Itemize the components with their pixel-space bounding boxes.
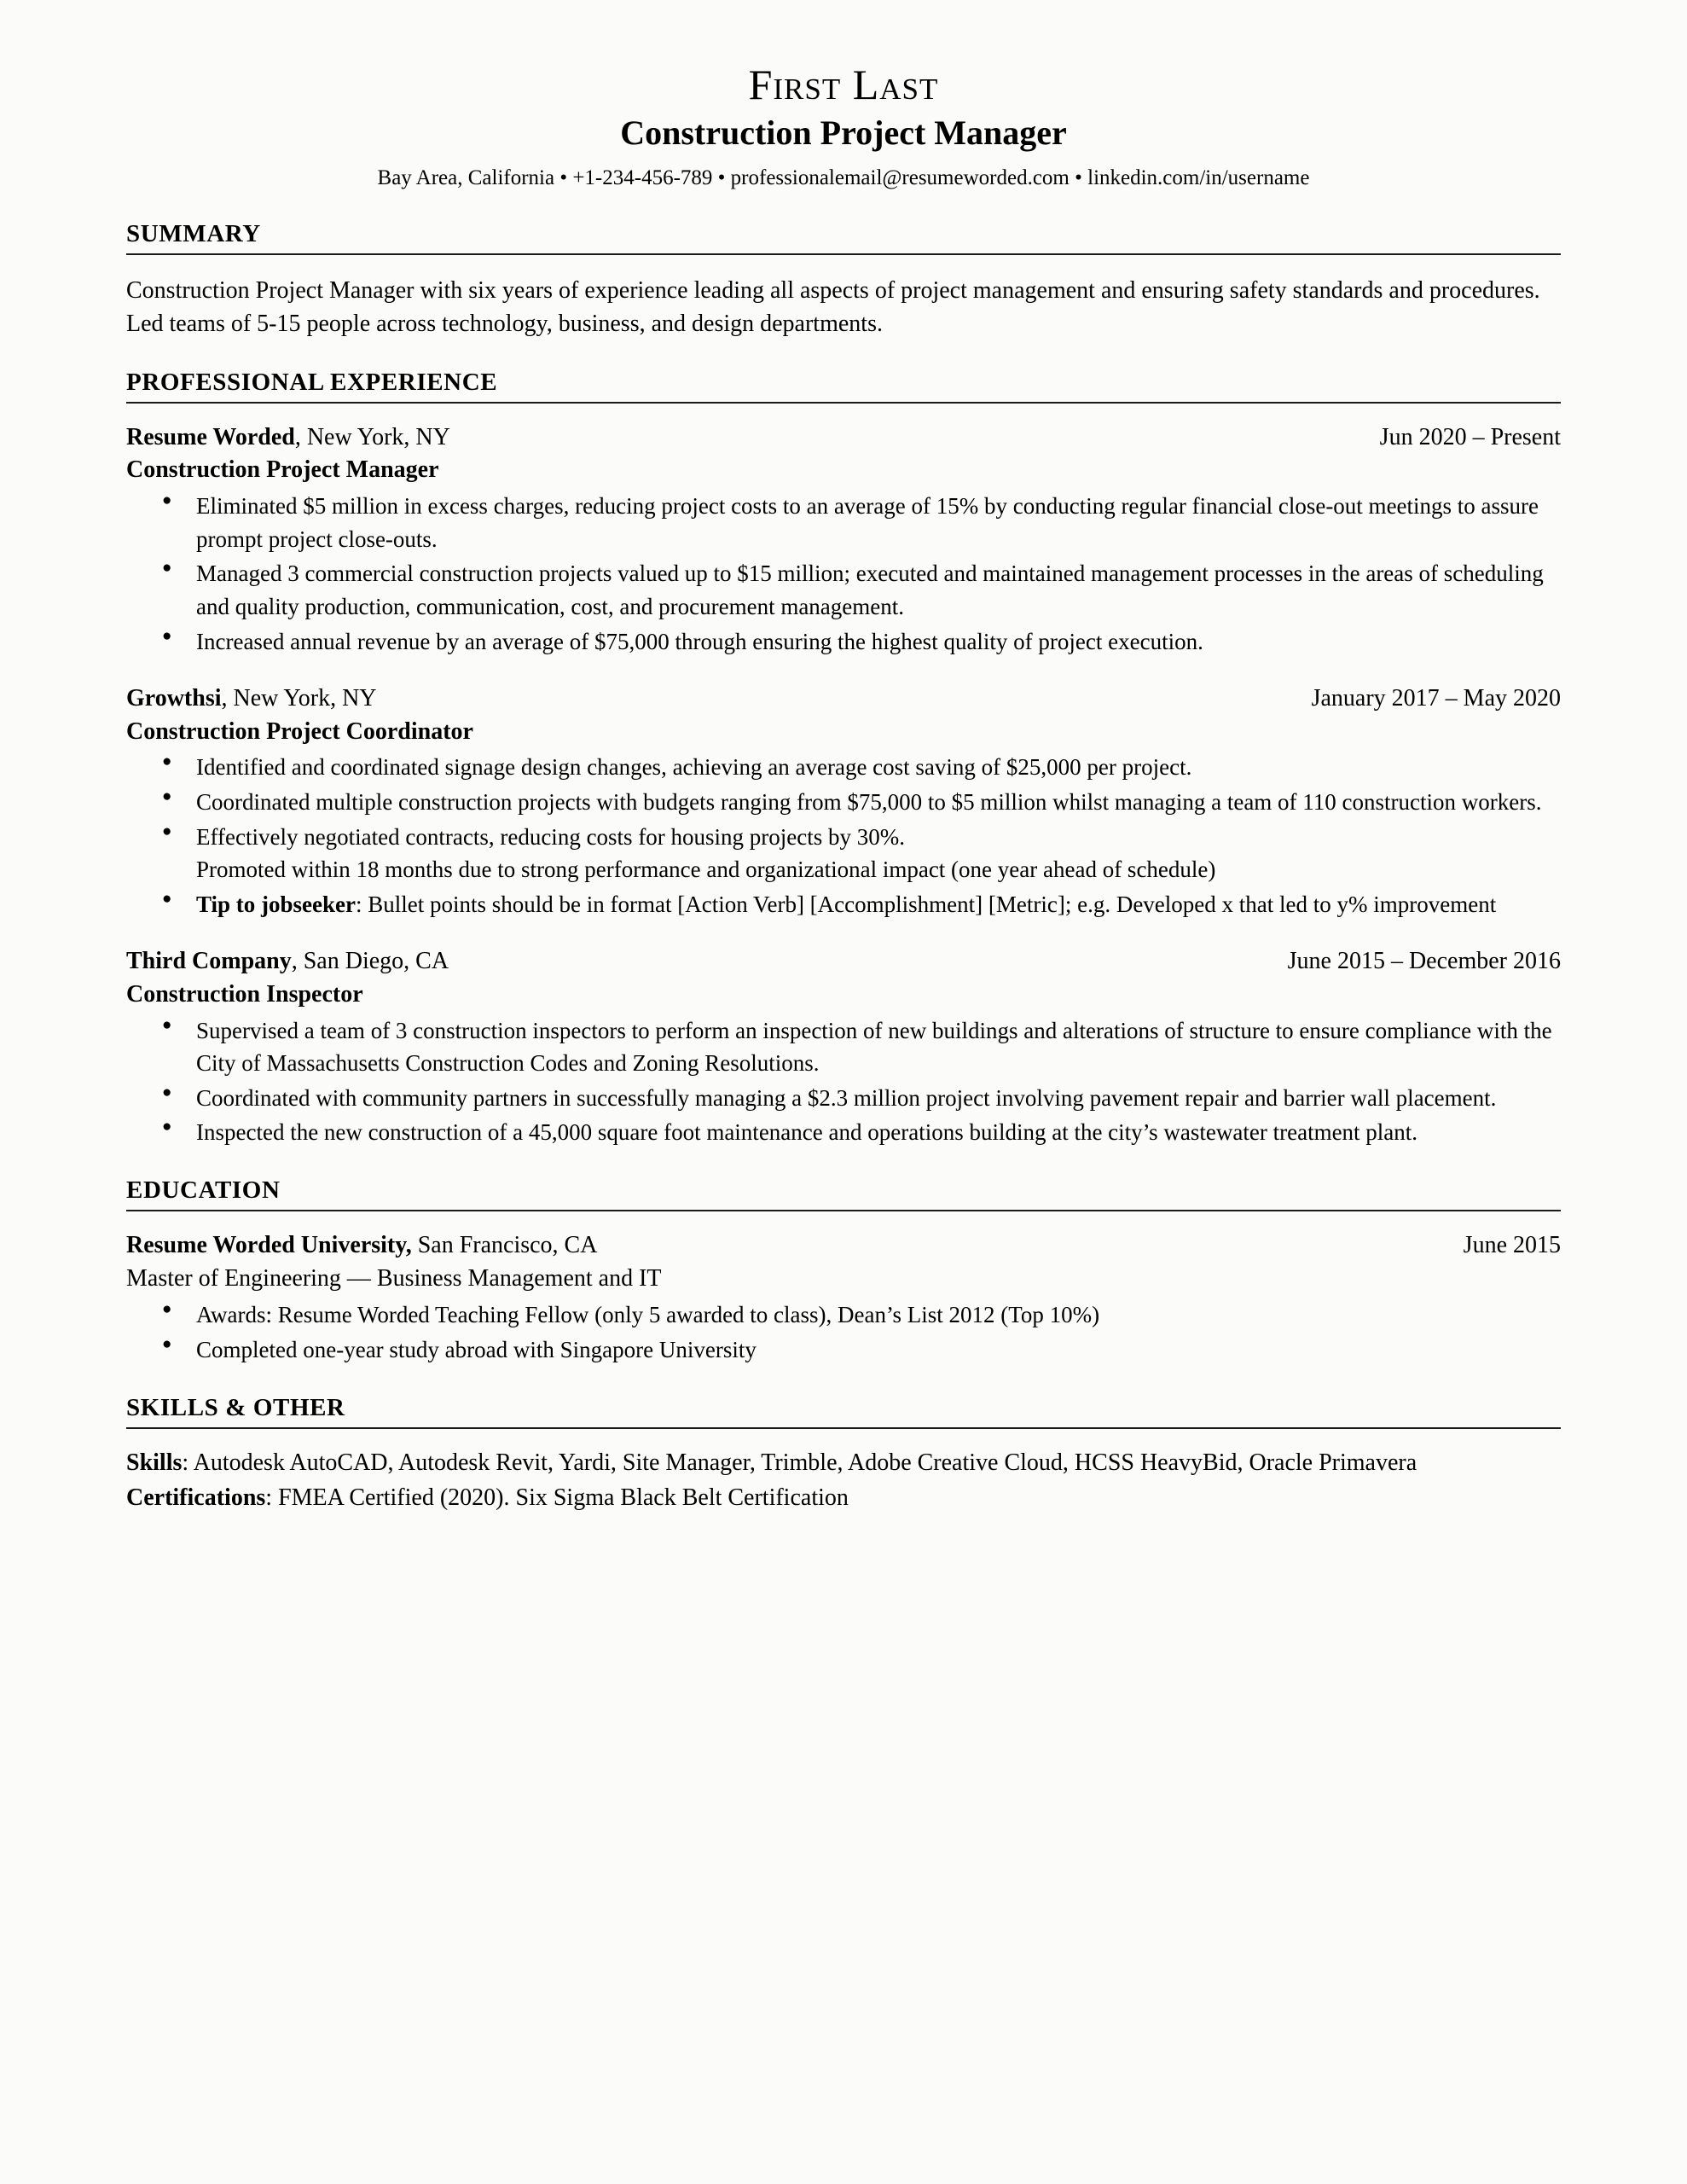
tip-text: : Bullet points should be in format [Action Verb] [Accomplishment] [Metric]; e.g. Developed x that led to y% improvement xyxy=(356,891,1497,917)
bullet-text: Effectively negotiated contracts, reducing costs for housing projects by 30%. xyxy=(196,823,906,850)
job-company-location xyxy=(126,946,449,977)
school-location: San Francisco, CA xyxy=(411,1232,598,1259)
section-title-education: EDUCATION xyxy=(126,1176,1561,1211)
education-bullets xyxy=(126,1298,1561,1366)
job-company-location xyxy=(126,422,450,453)
skills-label: Skills xyxy=(126,1449,183,1476)
company-name: Third Company xyxy=(126,948,292,975)
education-date: June 2015 xyxy=(1463,1232,1561,1259)
experience-item xyxy=(126,946,1561,1149)
company-location: , San Diego, CA xyxy=(291,948,449,975)
list-item: ● Managed 3 commercial construction projects valued up to $15 million; executed and maintained management processes in the areas of scheduling and quality production, communication, cost, and procurement management. xyxy=(126,557,1561,623)
job-bullets xyxy=(126,1014,1561,1149)
job-bullets xyxy=(126,490,1561,658)
job-dates: January 2017 – May 2020 xyxy=(1311,685,1561,712)
tip-label: Tip to jobseeker xyxy=(196,891,356,917)
company-name: Growthsi xyxy=(126,685,222,712)
experience-item xyxy=(126,683,1561,921)
job-dates: Jun 2020 – Present xyxy=(1379,424,1561,450)
list-item xyxy=(126,821,1561,886)
list-item: ● Identified and coordinated signage design changes, achieving an average cost saving of $25,000 per project. xyxy=(126,751,1561,784)
job-header xyxy=(126,422,1561,453)
company-location: , New York, NY xyxy=(221,685,377,712)
summary-text: Construction Project Manager with six years of experience leading all aspects of project management and ensuring safety standards and procedures. Led teams of 5-15 people across technology, business, and design departments. xyxy=(126,276,1540,338)
experience-section xyxy=(126,422,1561,1149)
job-title: Construction Project Coordinator xyxy=(126,717,473,745)
list-item: ● Coordinated multiple construction projects with budgets ranging from $75,000 to $5 million whilst managing a team of 110 construction workers. xyxy=(126,786,1561,819)
list-item: ● Supervised a team of 3 construction inspectors to perform an inspection of new buildings and alterations of structure to ensure compliance with the City of Massachusetts Construction Codes and Zoning Resolutions. xyxy=(126,1014,1561,1080)
experience-item xyxy=(126,422,1561,658)
section-title-experience: PROFESSIONAL EXPERIENCE xyxy=(126,369,1561,404)
certifications-label: Certifications xyxy=(126,1484,266,1512)
promotion-note: Promoted within 18 months due to strong performance and organizational impact (one year ahead of schedule) xyxy=(196,857,1216,883)
list-item: ● Awards: Resume Worded Teaching Fellow (only 5 awarded to class), Dean’s List 2012 (Top 10%) xyxy=(126,1298,1561,1332)
job-header xyxy=(126,946,1561,977)
school-name: Resume Worded University, xyxy=(126,1232,412,1259)
skills-section xyxy=(126,1446,1561,1516)
company-location: , New York, NY xyxy=(294,424,450,450)
education-section xyxy=(126,1230,1561,1366)
job-dates: June 2015 – December 2016 xyxy=(1287,948,1561,975)
list-item: ● Inspected the new construction of a 45,000 square foot maintenance and operations building at the city’s wastewater treatment plant. xyxy=(126,1116,1561,1149)
section-title-summary: SUMMARY xyxy=(126,220,1561,255)
list-item: ● Increased annual revenue by an average of $75,000 through ensuring the highest quality of project execution. xyxy=(126,625,1561,659)
education-header xyxy=(126,1230,1561,1261)
page-title: First Last xyxy=(748,61,939,108)
job-bullets xyxy=(126,751,1561,921)
skills-line xyxy=(126,1446,1561,1480)
job-headline: Construction Project Manager xyxy=(620,113,1067,152)
education-school-location xyxy=(126,1230,597,1261)
contact-line: Bay Area, California • +1-234-456-789 • professionalemail@resumeworded.com • linkedin.com/in/username xyxy=(377,166,1310,189)
list-item: ● Coordinated with community partners in successfully managing a $2.3 million project involving pavement repair and barrier wall placement. xyxy=(126,1082,1561,1115)
list-item: ● Completed one-year study abroad with Singapore University xyxy=(126,1333,1561,1367)
list-item: ● Eliminated $5 million in excess charges, reducing project costs to an average of 15% by conducting regular financial close-out meetings to assure prompt project close-outs. xyxy=(126,490,1561,555)
job-title: Construction Project Manager xyxy=(126,456,439,484)
certifications-line xyxy=(126,1481,1561,1515)
certifications-text: : FMEA Certified (2020). Six Sigma Black Belt Certification xyxy=(265,1484,849,1512)
job-title: Construction Inspector xyxy=(126,980,363,1008)
section-title-skills: SKILLS & OTHER xyxy=(126,1394,1561,1429)
list-item-tip xyxy=(126,888,1561,921)
skills-text: : Autodesk AutoCAD, Autodesk Revit, Yardi, Site Manager, Trimble, Adobe Creative Cloud, HCSS HeavyBid, Oracle Primavera xyxy=(182,1449,1417,1476)
summary-section xyxy=(126,274,1561,342)
job-header xyxy=(126,683,1561,714)
degree-line: Master of Engineering — Business Management and IT xyxy=(126,1265,662,1292)
company-name: Resume Worded xyxy=(126,424,295,450)
job-company-location xyxy=(126,683,377,714)
